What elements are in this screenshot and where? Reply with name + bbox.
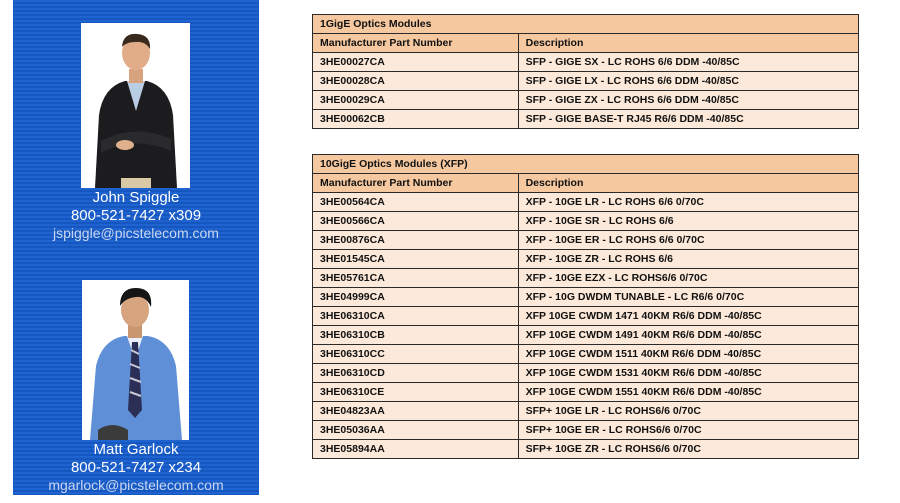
gige-optics-table: [312, 14, 859, 129]
table-body: [313, 53, 859, 129]
contact-name: John Spiggle: [92, 189, 180, 206]
description-cell: SFP - GIGE BASE-T RJ45 R6/6 DDM -40/85C: [518, 110, 858, 129]
description-cell: SFP+ 10GE LR - LC ROHS6/6 0/70C: [518, 402, 858, 421]
part-number-cell: 3HE00028CA: [313, 72, 519, 91]
part-number-cell: 3HE04823AA: [313, 402, 519, 421]
part-number-cell: 3HE06310CB: [313, 326, 519, 345]
table-row: [313, 307, 859, 326]
contact-phone: 800-521-7427 x309: [70, 207, 202, 224]
description-cell: XFP 10GE CWDM 1511 40KM R6/6 DDM -40/85C: [518, 345, 858, 364]
part-number-cell: 3HE05894AA: [313, 440, 519, 459]
contact-photo-john: [81, 23, 190, 188]
part-number-cell: 3HE06310CE: [313, 383, 519, 402]
table-row: [313, 421, 859, 440]
description-cell: XFP - 10GE EZX - LC ROHS6/6 0/70C: [518, 269, 858, 288]
table-row: [313, 72, 859, 91]
column-header-description: Description: [518, 34, 858, 53]
part-number-cell: 3HE06310CA: [313, 307, 519, 326]
description-cell: SFP - GIGE SX - LC ROHS 6/6 DDM -40/85C: [518, 53, 858, 72]
table-row: [313, 345, 859, 364]
part-number-cell: 3HE05761CA: [313, 269, 519, 288]
description-cell: XFP - 10G DWDM TUNABLE - LC R6/6 0/70C: [518, 288, 858, 307]
table-row: [313, 288, 859, 307]
part-number-cell: 3HE04999CA: [313, 288, 519, 307]
column-header-part-number: Manufacturer Part Number: [313, 174, 519, 193]
part-number-cell: 3HE00566CA: [313, 212, 519, 231]
description-cell: SFP+ 10GE ZR - LC ROHS6/6 0/70C: [518, 440, 858, 459]
description-cell: XFP - 10GE ZR - LC ROHS 6/6: [518, 250, 858, 269]
description-cell: SFP+ 10GE ER - LC ROHS6/6 0/70C: [518, 421, 858, 440]
table-row: [313, 91, 859, 110]
description-cell: XFP 10GE CWDM 1491 40KM R6/6 DDM -40/85C: [518, 326, 858, 345]
part-number-cell: 3HE00062CB: [313, 110, 519, 129]
description-cell: XFP - 10GE LR - LC ROHS 6/6 0/70C: [518, 193, 858, 212]
description-cell: XFP - 10GE ER - LC ROHS 6/6 0/70C: [518, 231, 858, 250]
description-cell: SFP - GIGE ZX - LC ROHS 6/6 DDM -40/85C: [518, 91, 858, 110]
xfp-optics-table: [312, 154, 859, 459]
description-cell: XFP - 10GE SR - LC ROHS 6/6: [518, 212, 858, 231]
column-header-part-number: Manufacturer Part Number: [313, 34, 519, 53]
table-row: [313, 269, 859, 288]
contact-phone: 800-521-7427 x234: [70, 459, 202, 476]
table-row: [313, 231, 859, 250]
part-number-cell: 3HE06310CD: [313, 364, 519, 383]
part-number-cell: 3HE00876CA: [313, 231, 519, 250]
table-row: [313, 53, 859, 72]
table-row: [313, 110, 859, 129]
contact-photo-matt: [82, 280, 189, 440]
table-row: [313, 212, 859, 231]
part-number-cell: 3HE05036AA: [313, 421, 519, 440]
column-header-description: Description: [518, 174, 858, 193]
part-number-cell: 3HE00029CA: [313, 91, 519, 110]
part-number-cell: 3HE06310CC: [313, 345, 519, 364]
description-cell: XFP 10GE CWDM 1551 40KM R6/6 DDM -40/85C: [518, 383, 858, 402]
description-cell: SFP - GIGE LX - LC ROHS 6/6 DDM -40/85C: [518, 72, 858, 91]
contact-card-matt: [13, 441, 259, 494]
part-number-cell: 3HE01545CA: [313, 250, 519, 269]
contact-card-john: [13, 189, 259, 242]
table-row: [313, 250, 859, 269]
table-row: [313, 402, 859, 421]
table-body: [313, 193, 859, 459]
contact-email[interactable]: mgarlock@picstelecom.com: [48, 477, 224, 493]
contact-name: Matt Garlock: [93, 441, 179, 458]
table-row: [313, 193, 859, 212]
contact-email[interactable]: jspiggle@picstelecom.com: [53, 225, 219, 241]
part-number-cell: 3HE00027CA: [313, 53, 519, 72]
contact-sidebar: [13, 0, 259, 495]
table-title: 1GigE Optics Modules: [313, 15, 859, 34]
description-cell: XFP 10GE CWDM 1531 40KM R6/6 DDM -40/85C: [518, 364, 858, 383]
table-title: 10GigE Optics Modules (XFP): [313, 155, 859, 174]
part-number-cell: 3HE00564CA: [313, 193, 519, 212]
table-row: [313, 383, 859, 402]
description-cell: XFP 10GE CWDM 1471 40KM R6/6 DDM -40/85C: [518, 307, 858, 326]
table-row: [313, 440, 859, 459]
table-row: [313, 326, 859, 345]
table-row: [313, 364, 859, 383]
